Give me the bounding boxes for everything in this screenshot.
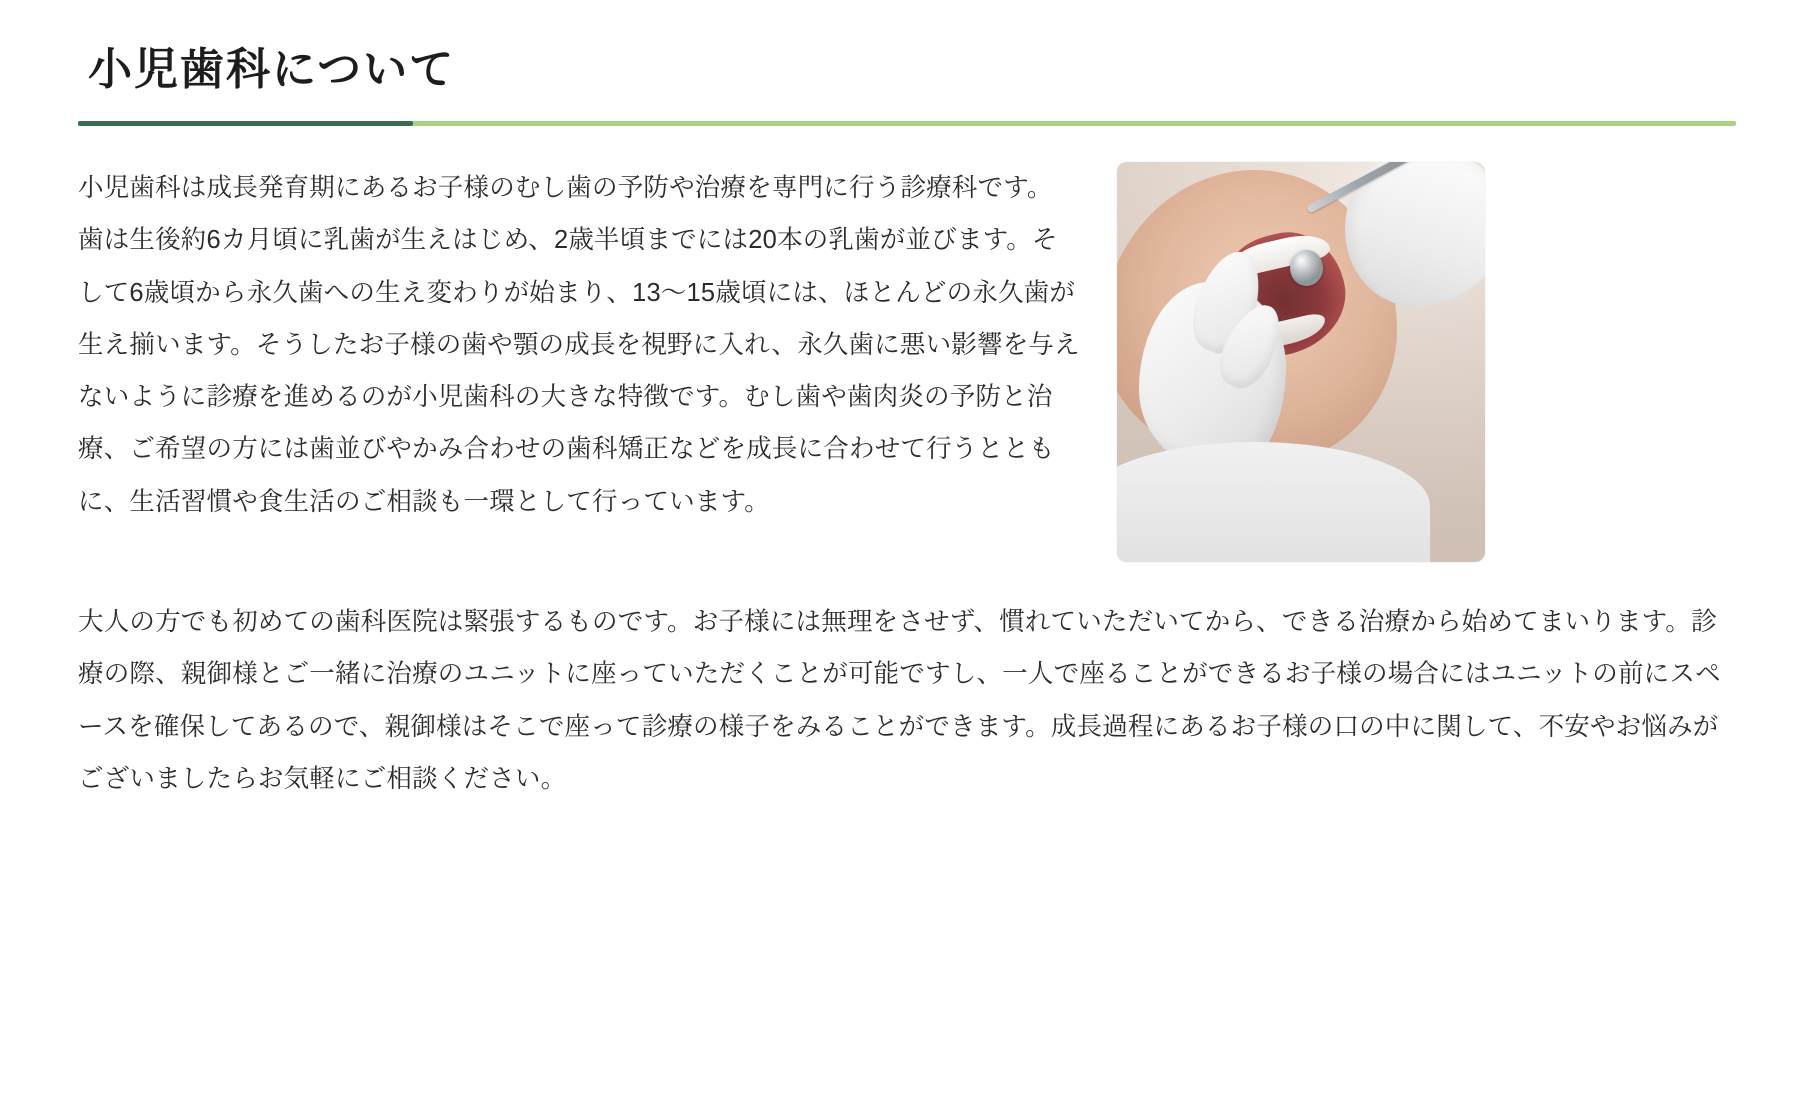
article-content bbox=[0, 162, 1798, 805]
intro-section bbox=[78, 162, 1736, 562]
title-underline-rule bbox=[78, 121, 1736, 126]
intro-paragraph: 小児歯科は成長発育期にあるお子様のむし歯の予防や治療を専門に行う診療科です。 歯は生後約6カ月頃に乳歯が生えはじめ、2歳半頃までには20本の乳歯が並びます。そして6歳頃から永久歯への生え変わりが始まり、13〜15歳頃には、ほとんどの永久歯が生え揃います。そうしたお子様の歯や顎の成長を視野に入れ、永久歯に悪い影響を与えないように診療を進めるのが小児歯科の大きな特徴です。むし歯や歯肉炎の予防と治療、ご希望の方には歯並びやかみ合わせの歯科矯正などを成長に合わせて行うとともに、生活習慣や食生活のご相談も一環として行っています。 bbox=[78, 174, 1080, 516]
clinic-photo bbox=[1117, 162, 1485, 562]
second-paragraph: 大人の方でも初めての歯科医院は緊張するものです。お子様には無理をさせず、慣れていただいてから、できる治療から始めてまいります。診療の際、親御様とご一緒に治療のユニットに座っていただくことが可能ですし、一人で座ることができるお子様の場合にはユニットの前にスペースを確保してあるので、親御様はそこで座って診療の様子をみることができます。成長過程にあるお子様の口の中に関して、不安やお悩みがございましたらお気軽にご相談ください。 bbox=[78, 608, 1721, 793]
photo-overlay bbox=[1117, 162, 1485, 562]
photo-background bbox=[1117, 162, 1485, 562]
intro-text-block bbox=[78, 162, 1083, 528]
second-text-block bbox=[78, 596, 1736, 805]
heading-block bbox=[0, 42, 1798, 97]
page-title: 小児歯科について bbox=[88, 45, 456, 94]
article-page bbox=[0, 42, 1798, 1110]
